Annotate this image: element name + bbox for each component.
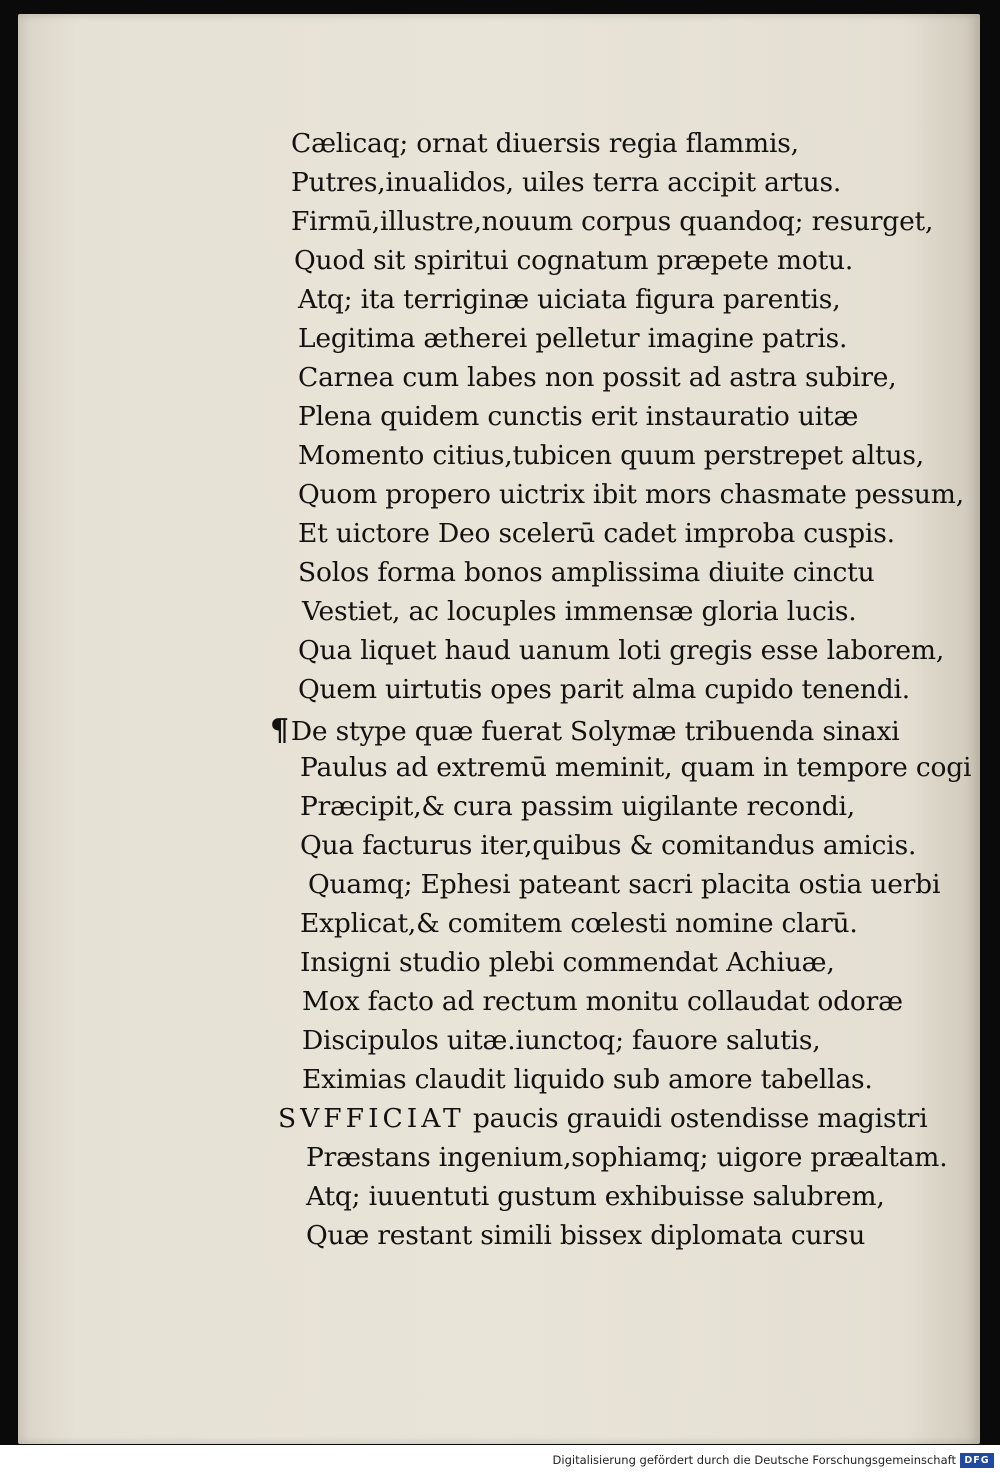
funding-notice: Digitalisierung gefördert durch die Deutsche Forschungsgemeinschaft — [552, 1453, 956, 1467]
poem-line: Qua liquet haud uanum loti gregis esse laborem, — [298, 635, 945, 666]
capitalized-word: SVFFICIAT — [278, 1103, 465, 1134]
poem-line-with-pilcrow — [270, 713, 900, 748]
poem-line: Quamq; Ephesi pateant sacri placita ostia uerbi — [308, 869, 941, 900]
poem-line: Præcipit,& cura passim uigilante recondi, — [300, 791, 855, 822]
poem-line: Atq; ita terriginæ uiciata figura parentis, — [298, 284, 841, 315]
dfg-logo-icon: DFG — [960, 1453, 994, 1468]
poem-line: Plena quidem cunctis erit instauratio uitæ — [298, 401, 859, 432]
poem-line: Solos forma bonos amplissima diuite cinctu — [298, 557, 875, 588]
poem-line-with-caps — [278, 1103, 928, 1134]
poem-line: Legitima ætherei pelletur imagine patris. — [298, 323, 848, 354]
poem-line: Cælicaq; ornat diuersis regia flammis, — [291, 128, 799, 159]
digitization-footer — [0, 1445, 1000, 1473]
poem-line: Atq; iuuentuti gustum exhibuisse salubrem, — [306, 1181, 885, 1212]
poem-line: Eximias claudit liquido sub amore tabellas. — [302, 1064, 873, 1095]
poem-line: Carnea cum labes non possit ad astra subire, — [298, 362, 897, 393]
poem-line: Mox facto ad rectum monitu collaudat odoræ — [302, 986, 903, 1017]
poem-line-text: De stype quæ fuerat Solymæ tribuenda sinaxi — [290, 716, 900, 747]
poem-line: Momento citius,tubicen quum perstrepet altus, — [298, 440, 924, 471]
poem-line: Et uictore Deo scelerū cadet improba cuspis. — [298, 518, 895, 549]
poem-line: Quod sit spiritui cognatum præpete motu. — [294, 245, 854, 276]
pilcrow-mark: ¶ — [270, 713, 289, 748]
poem-line: Putres,inualidos, uiles terra accipit artus. — [291, 167, 842, 198]
poem-line-text: paucis grauidi ostendisse magistri — [472, 1103, 928, 1134]
poem-line: Qua facturus iter,quibus & comitandus amicis. — [300, 830, 917, 861]
poem-line: Insigni studio plebi commendat Achiuæ, — [300, 947, 835, 978]
poem-line: Paulus ad extremū meminit, quam in tempore cogi — [300, 752, 972, 783]
poem-line: Quom propero uictrix ibit mors chasmate pessum, — [298, 479, 964, 510]
poem-line: Quem uirtutis opes parit alma cupido tenendi. — [298, 674, 911, 705]
poem-line: Vestiet, ac locuples immensæ gloria lucis. — [302, 596, 857, 627]
poem-line: Discipulos uitæ.iunctoq; fauore salutis, — [302, 1025, 821, 1056]
book-page — [18, 14, 980, 1444]
poem-line: Præstans ingenium,sophiamq; uigore præaltam. — [306, 1142, 948, 1173]
poem-line: Firmū,illustre,nouum corpus quandoq; resurget, — [291, 206, 934, 237]
poem-line: Quæ restant simili bissex diplomata cursu — [306, 1220, 866, 1251]
poem-line: Explicat,& comitem cœlesti nomine clarū. — [300, 908, 858, 939]
